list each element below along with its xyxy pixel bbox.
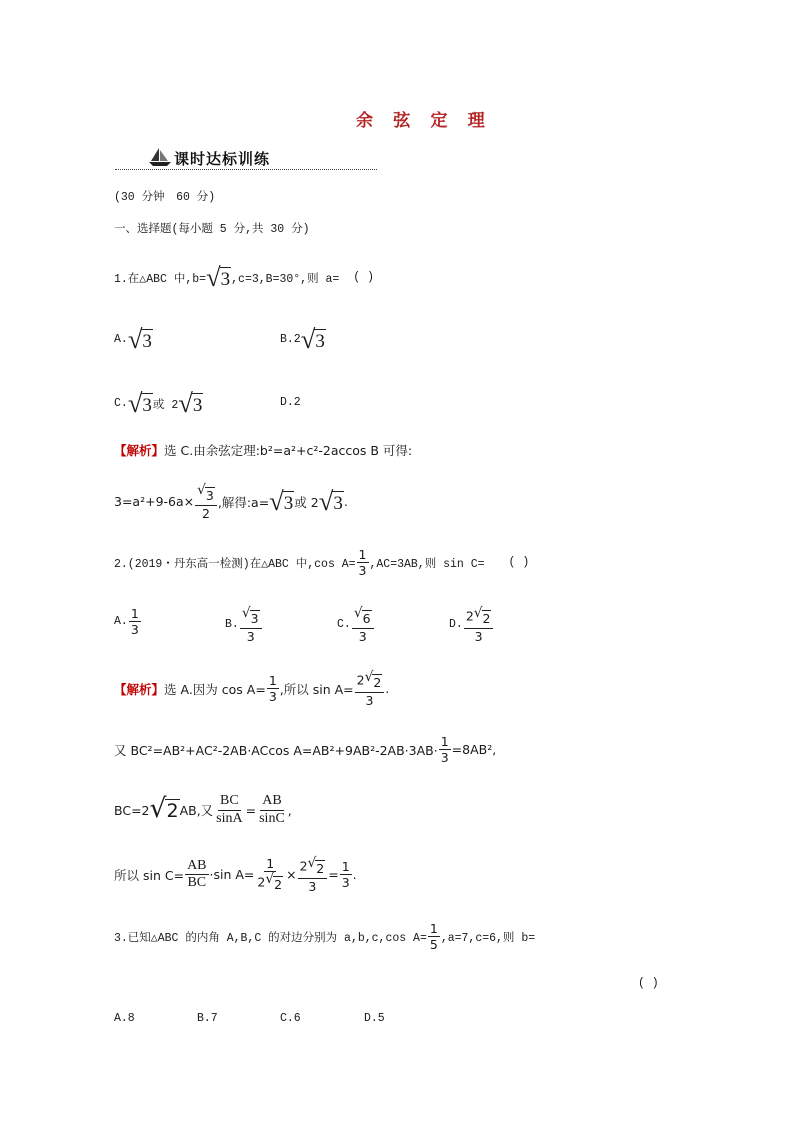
q2-text-post: ,AC=3AB,则 sin C=	[369, 557, 485, 571]
solution-text: ·sin A=	[209, 867, 255, 883]
q3-option-c: C.6	[280, 1012, 301, 1025]
q2-option-c	[337, 607, 375, 643]
solution-text: .	[385, 681, 390, 697]
answer-blank: ( )	[638, 977, 659, 990]
solution-text: .	[343, 494, 348, 510]
sqrt: √ 3	[127, 388, 152, 418]
solution-text: 所以 sin C=	[114, 867, 185, 883]
q2-text-pre: 2.(2019・丹东高一检测)在△ABC 中,cos A=	[114, 557, 356, 571]
frac-coef: 2	[257, 874, 266, 890]
fraction: $\frac{1}{3}$	[341, 859, 350, 891]
section-heading-text: 课时达标训练	[174, 150, 271, 168]
q2-solution-line-4	[114, 857, 357, 893]
q2-solution-line-2	[114, 735, 496, 764]
solution-text: 或 2	[294, 494, 319, 510]
sailboat-icon	[148, 147, 172, 167]
frac-coef: 2	[356, 672, 365, 688]
sqrt: √ 6	[353, 605, 371, 626]
solution-text: ,	[287, 802, 292, 818]
fraction: $\frac{1}{3}$	[130, 606, 139, 638]
option-label: B.2	[280, 333, 301, 347]
q2-solution-line-3	[114, 794, 292, 826]
solution-text: =	[328, 867, 339, 883]
fraction: 2 √ 2 3	[355, 671, 385, 707]
solution-text: AB,又	[179, 803, 214, 819]
q1-option-d: D.2	[280, 396, 301, 409]
solution-text: .	[352, 867, 357, 883]
q1-solution-line-1	[114, 441, 412, 459]
q1-text-pre: 1.在△ABC 中,b=	[114, 272, 207, 286]
part-heading: 一、选择题(每小题 5 分,共 30 分)	[114, 223, 310, 236]
sqrt: √ 2	[149, 793, 179, 825]
answer-blank: ( )	[353, 271, 374, 285]
option-label: A.	[114, 615, 128, 629]
sqrt: √ 3	[206, 262, 231, 292]
sqrt: √ 2	[265, 871, 283, 893]
q2-option-d	[449, 607, 494, 643]
q3-option-a: A.8	[114, 1012, 135, 1025]
solution-tag: 【解析】	[114, 681, 165, 697]
option-text: 或 2	[152, 398, 179, 412]
q2-option-b	[225, 607, 263, 643]
q3-text-post: ,a=7,c=6,则 b=	[440, 931, 536, 945]
frac-coef: 2	[465, 608, 474, 624]
option-label: C.	[337, 618, 351, 632]
sqrt: √ 2	[364, 669, 382, 690]
fraction: $\frac{1}{3}$	[268, 673, 277, 705]
solution-text: =	[245, 802, 257, 818]
option-label: C.	[114, 397, 128, 411]
solution-text: 又 BC²=AB²+AC²-2AB·ACcos A=AB²+9AB²-2AB·3AB·	[114, 742, 438, 758]
solution-text: =8AB²,	[451, 742, 497, 758]
fraction: $\frac{1}{3}$	[440, 734, 449, 766]
q2-option-a	[114, 607, 142, 636]
solution-text: 选 C.由余弦定理:b²=a²+c²-2accos B 可得:	[164, 443, 413, 458]
q3-option-b: B.7	[197, 1012, 218, 1025]
fraction: 2 √ 2 3	[464, 607, 494, 643]
fraction: $\frac{AB}{BC}$	[187, 857, 207, 891]
sqrt: √ 3	[269, 486, 294, 516]
page-title: 余 弦 定 理	[356, 111, 493, 130]
q1-solution-line-2	[114, 484, 348, 520]
sqrt: √ 3	[127, 324, 152, 354]
fraction: $\frac{BC}{\sin A}$	[216, 793, 243, 826]
solution-text: 3=a²+9-6a×	[114, 494, 195, 510]
option-label: B.	[225, 618, 239, 632]
solution-text: BC=2	[114, 802, 150, 818]
q1-option-c	[114, 390, 203, 418]
solution-text: ,解得:a=	[217, 494, 270, 510]
section-divider	[115, 169, 377, 170]
option-label: D.	[449, 618, 463, 632]
frac-coef: 2	[299, 858, 308, 874]
q2-solution-line-1	[114, 671, 389, 707]
sqrt: √ 3	[318, 486, 343, 516]
fraction: √ 3 3	[240, 607, 262, 643]
solution-text: ×	[286, 867, 297, 883]
sqrt: √ 2	[473, 605, 491, 626]
fraction: 1 2 √ 2	[257, 856, 283, 893]
q1-option-a	[114, 326, 153, 354]
solution-tag: 【解析】	[114, 443, 165, 458]
q3-text-pre: 3.已知△ABC 的内角 A,B,C 的对边分别为 a,b,c,cos A=	[114, 931, 427, 945]
q1-option-b	[280, 326, 326, 354]
q3-option-d: D.5	[364, 1012, 385, 1025]
question-2	[114, 548, 529, 577]
fraction: √ 6 3	[352, 607, 374, 643]
answer-blank: ( )	[508, 556, 530, 570]
fraction: $\frac{AB}{\sin C}$	[259, 793, 285, 826]
sqrt: √ 3	[197, 482, 214, 503]
fraction: $\frac{1}{5}$	[429, 921, 438, 953]
fraction: 2 √ 2 3	[298, 857, 328, 893]
solution-text: 选 A.因为 cos A=	[164, 681, 266, 697]
question-3	[114, 922, 535, 951]
sqrt: √ 2	[307, 855, 325, 876]
option-label: A.	[114, 333, 128, 347]
q1-text-post: ,c=3,B=30°,则 a=	[231, 272, 340, 286]
fraction: $\frac{1}{3}$	[358, 547, 367, 579]
time-limit: (30 分钟 60 分)	[114, 191, 216, 204]
sqrt: √ 3	[241, 605, 259, 626]
solution-text: ,所以 sin A=	[279, 681, 354, 697]
sqrt: √ 3	[300, 324, 325, 354]
sqrt: √ 3	[178, 388, 203, 418]
question-1	[114, 264, 374, 292]
fraction: √ 3 2	[195, 484, 217, 520]
